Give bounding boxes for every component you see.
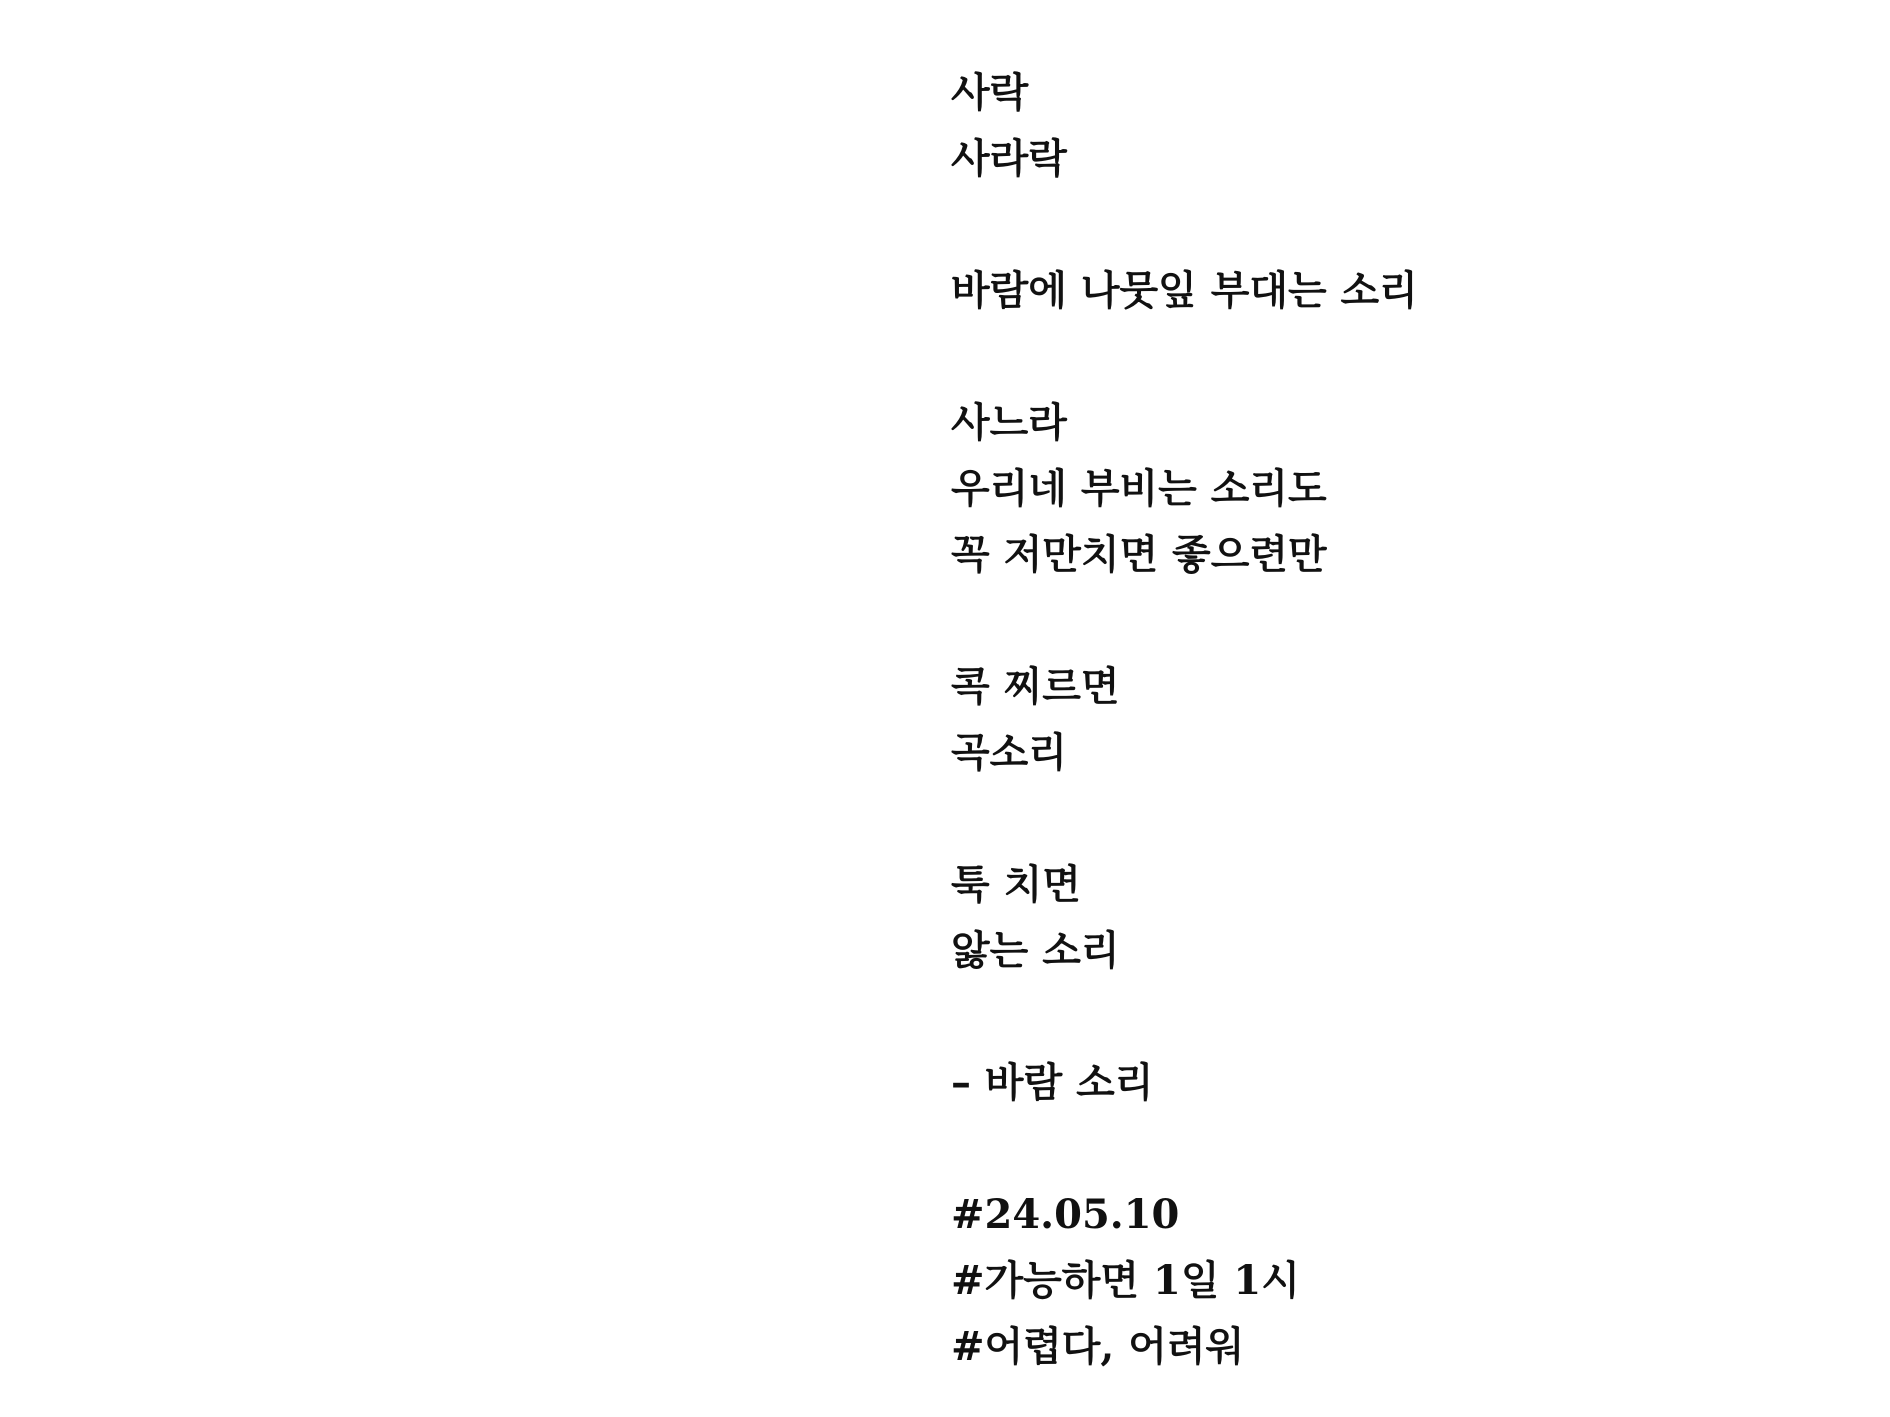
poem-line: 꼭 저만치면 좋으련만 [951,531,1327,578]
stanza-gap [951,984,1831,1050]
poem-title-line: – 바람 소리 [951,1059,1154,1106]
stanza-gap [951,192,1831,258]
poem-line: 사라락 [951,135,1067,182]
poem-line: 곡소리 [951,729,1067,776]
stanza-gap [951,588,1831,654]
poem-line: 사락 [951,69,1029,116]
hashtag: #어렵다, 어려워 [951,1323,1245,1370]
poem-line: 툭 치면 [951,861,1081,908]
stanza-gap [951,1116,1831,1182]
poem-line: 앓는 소리 [951,927,1120,974]
poem-line: 우리네 부비는 소리도 [951,465,1327,512]
hashtag-date: #24.05.10 [951,1191,1180,1238]
hashtag: #가능하면 1일 1시 [951,1257,1300,1304]
poem-line: 사느라 [951,399,1067,446]
poem-text-block [951,60,1831,1380]
stanza-gap [951,324,1831,390]
poem-line: 콕 찌르면 [951,663,1120,710]
poem-line: 바람에 나뭇잎 부대는 소리 [951,267,1418,314]
stanza-gap [951,786,1831,852]
